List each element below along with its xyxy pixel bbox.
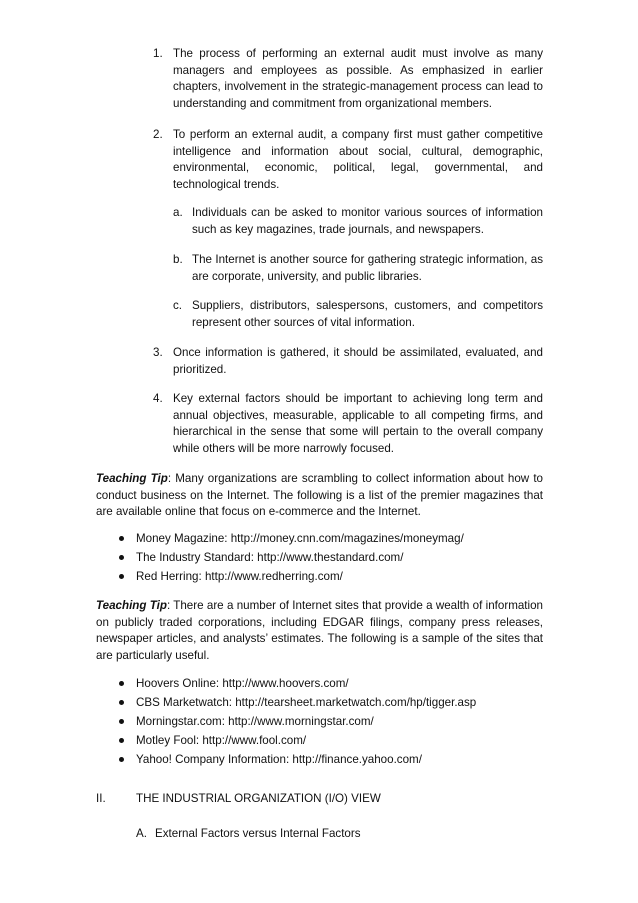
sub-item-text: Individuals can be asked to monitor various sources of information such as key magazines, trade journals, and newspapers. <box>192 206 543 236</box>
teaching-tip-paragraph <box>96 471 543 521</box>
list-item <box>136 712 556 731</box>
link-text[interactable]: Yahoo! Company Information: http://finance.yahoo.com/ <box>136 753 422 766</box>
numbered-item-text: Once information is gathered, it should be assimilated, evaluated, and prioritized. <box>173 346 543 376</box>
sub-item-text: The Internet is another source for gathering strategic information, as are corporate, university, and public libraries. <box>192 253 543 283</box>
link-text[interactable]: Hoovers Online: http://www.hoovers.com/ <box>136 677 349 690</box>
numbered-item-text: To perform an external audit, a company first must gather competitive intelligence and information about social, cultural, demographic, environmental, economic, political, legal, governmental, and technological trends. <box>173 128 543 191</box>
numbered-item-text: Key external factors should be important to achieving long term and annual objectives, measurable, applicable to all competing firms, and hierarchical in the sense that some will pertain to the overall company while others will be more narrowly focused. <box>173 392 543 455</box>
list-item <box>136 674 556 693</box>
link-text[interactable]: Morningstar.com: http://www.morningstar.com/ <box>136 715 374 728</box>
bullet-icon <box>119 719 124 724</box>
bullet-icon <box>119 555 124 560</box>
numbered-item-text: The process of performing an external audit must involve as many managers and employees as possible. As emphasized in earlier chapters, involvement in the strategic-management process can lead to understanding and commitment from organizational members. <box>173 47 543 110</box>
list-item <box>136 693 556 712</box>
teaching-tip-label: Teaching Tip <box>96 599 167 612</box>
website-link-list <box>136 674 556 769</box>
teaching-tip-label: Teaching Tip <box>96 472 168 485</box>
link-text[interactable]: Money Magazine: http://money.cnn.com/magazines/moneymag/ <box>136 532 464 545</box>
teaching-tip-paragraph <box>96 598 543 664</box>
link-text[interactable]: The Industry Standard: http://www.thestandard.com/ <box>136 551 404 564</box>
bullet-icon <box>119 681 124 686</box>
subsection-letter: A. <box>136 827 147 840</box>
bullet-icon <box>119 574 124 579</box>
link-text[interactable]: Red Herring: http://www.redherring.com/ <box>136 570 343 583</box>
teaching-tip-text: : There are a number of Internet sites that provide a wealth of information on publicly traded corporations, including EDGAR filings, company press releases, newspaper articles, and analysts’ estimates. The following is a sample of the sites that are particularly useful. <box>96 599 543 662</box>
item-number: 4. <box>153 392 163 405</box>
teaching-tip-text: : Many organizations are scrambling to collect information about how to conduct business on the Internet. The following is a list of the premier magazines that are available online that focus on e-commerce and the Internet. <box>96 472 544 518</box>
bullet-icon <box>119 738 124 743</box>
section-number: II. <box>96 792 106 805</box>
item-number: 2. <box>153 128 163 141</box>
item-number: 1. <box>153 47 163 60</box>
section-title: THE INDUSTRIAL ORGANIZATION (I/O) VIEW <box>136 792 381 805</box>
sub-item-letter: c. <box>173 299 183 312</box>
magazine-link-list <box>136 529 556 586</box>
list-item <box>136 731 556 750</box>
item-number: 3. <box>153 346 163 359</box>
bullet-icon <box>119 757 124 762</box>
list-item <box>136 548 556 567</box>
bullet-icon <box>119 536 124 541</box>
list-item <box>136 529 556 548</box>
sub-item-letter: a. <box>173 206 183 219</box>
sub-item-letter: b. <box>173 253 183 266</box>
subsection-title: External Factors versus Internal Factors <box>155 827 361 840</box>
link-text[interactable]: Motley Fool: http://www.fool.com/ <box>136 734 307 747</box>
list-item <box>136 567 556 586</box>
bullet-icon <box>119 700 124 705</box>
sub-item-text: Suppliers, distributors, salespersons, customers, and competitors represent other sources of vital information. <box>192 299 543 329</box>
list-item <box>136 750 556 769</box>
link-text[interactable]: CBS Marketwatch: http://tearsheet.marketwatch.com/hp/tigger.asp <box>136 696 477 709</box>
